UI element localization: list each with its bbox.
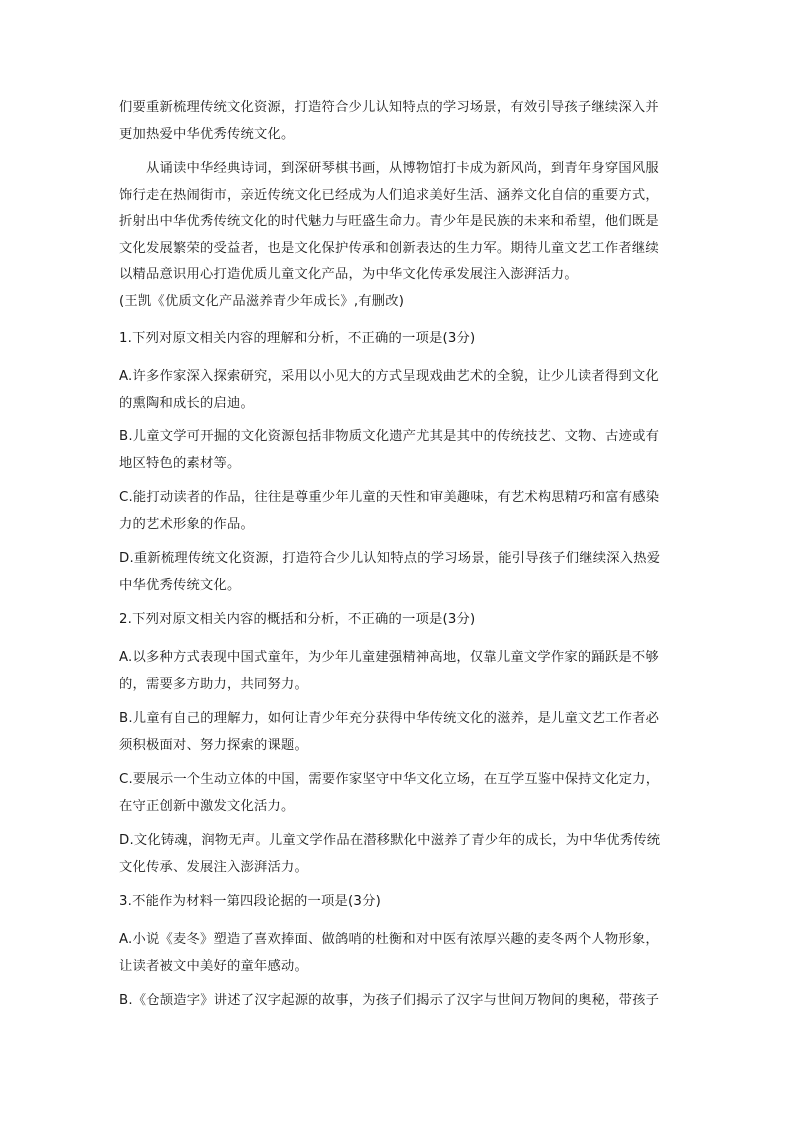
option-line: 须积极面对、努力探索的课题。	[119, 737, 308, 753]
question-2-option-d	[119, 828, 679, 881]
question-stem: 1.下列对原文相关内容的理解和分析，不正确的一项是(3分)	[119, 331, 476, 346]
source-citation	[119, 289, 679, 316]
option-line: 地区特色的素材等。	[119, 455, 241, 471]
option-line: 让读者被文中美好的童年感动。	[119, 958, 308, 974]
option-line: 力的艺术形象的作品。	[119, 516, 254, 532]
option-line: C.要展示一个生动立体的中国，需要作家坚守中华文化立场，在互学互鉴中保持文化定力，	[119, 772, 660, 787]
question-2-option-a	[119, 645, 679, 698]
question-3-option-a	[119, 927, 679, 980]
question-2-option-c	[119, 767, 679, 820]
question-1-stem	[119, 326, 679, 353]
option-line: 在守正创新中激发文化活力。	[119, 798, 295, 814]
option-line: A.以多种方式表现中国式童年，为少年儿童建强精神高地，仅靠儿童文学作家的踊跃是不够	[119, 650, 659, 665]
question-2-stem	[119, 607, 679, 634]
text-line: 们要重新梳理传统文化资源，打造符合少儿认知特点的学习场景，有效引导孩子继续深入并	[119, 100, 659, 115]
option-line: 文化传承、发展注入澎湃活力。	[119, 859, 308, 875]
question-1-option-b	[119, 424, 679, 477]
paragraph-2	[119, 156, 679, 289]
option-line: D.重新梳理传统文化资源，打造符合少儿认知特点的学习场景，能引导孩子们继续深入热爱	[119, 551, 661, 566]
question-stem: 3.不能作为材料一第四段论据的一项是(3分)	[119, 894, 381, 909]
option-line: C.能打动读者的作品，往往是尊重少年儿童的天性和审美趣味，有艺术构思精巧和富有感染	[119, 490, 660, 505]
option-line: B.《仓颉造字》讲述了汉字起源的故事，为孩子们揭示了汉字与世间万物间的奥秘，带孩子	[119, 993, 660, 1008]
option-line: A.许多作家深入探索研究，采用以小见大的方式呈现戏曲艺术的全貌，让少儿读者得到文化	[119, 369, 659, 384]
option-line: 的，需要多方助力，共同努力。	[119, 676, 308, 692]
option-line: D.文化铸魂，润物无声。儿童文学作品在潜移默化中滋养了青少年的成长，为中华优秀传统	[119, 833, 661, 848]
source-text: (王凯《优质文化产品滋养青少年成长》,有删改)	[119, 294, 405, 309]
option-line: B.儿童文学可开掘的文化资源包括非物质文化遗产尤其是其中的传统技艺、文物、古迹或有	[119, 429, 660, 444]
text-line: 以精品意识用心打造优质儿童文化产品，为中华文化传承发展注入澎湃活力。	[119, 267, 578, 282]
text-line: 饰行走在热闹街市，亲近传统文化已经成为人们追求美好生活、涵养文化自信的重要方式，	[119, 187, 659, 203]
question-1-option-d	[119, 546, 679, 599]
option-line: B.儿童有自己的理解力，如何让青少年充分获得中华传统文化的滋养，是儿童文艺工作者必	[119, 711, 660, 726]
question-stem: 2.下列对原文相关内容的概括和分析，不正确的一项是(3分)	[119, 612, 476, 627]
option-line: A.小说《麦冬》塑造了喜欢捧面、做鸽哨的杜衡和对中医有浓厚兴趣的麦冬两个人物形象，	[119, 932, 659, 947]
question-1-option-a	[119, 364, 679, 417]
question-3-stem	[119, 889, 679, 916]
question-1-option-c	[119, 485, 679, 538]
text-line: 更加热爱中华优秀传统文化。	[119, 126, 295, 142]
text-line: 折射出中华优秀传统文化的时代魅力与旺盛生命力。青少年是民族的未来和希望，他们既是	[119, 214, 659, 229]
paragraph-continued	[119, 95, 679, 148]
option-line: 的熏陶和成长的启迪。	[119, 395, 254, 411]
question-2-option-b	[119, 706, 679, 759]
option-line: 中华优秀传统文化。	[119, 577, 241, 593]
text-line: 从诵读中华经典诗词，到深研琴棋书画，从博物馆打卡成为新风尚，到青年身穿国风服	[119, 161, 659, 176]
text-line: 文化发展繁荣的受益者，也是文化保护传承和创新表达的生力军。期待儿童文艺工作者继续	[119, 240, 659, 256]
question-3-option-b	[119, 988, 679, 1015]
